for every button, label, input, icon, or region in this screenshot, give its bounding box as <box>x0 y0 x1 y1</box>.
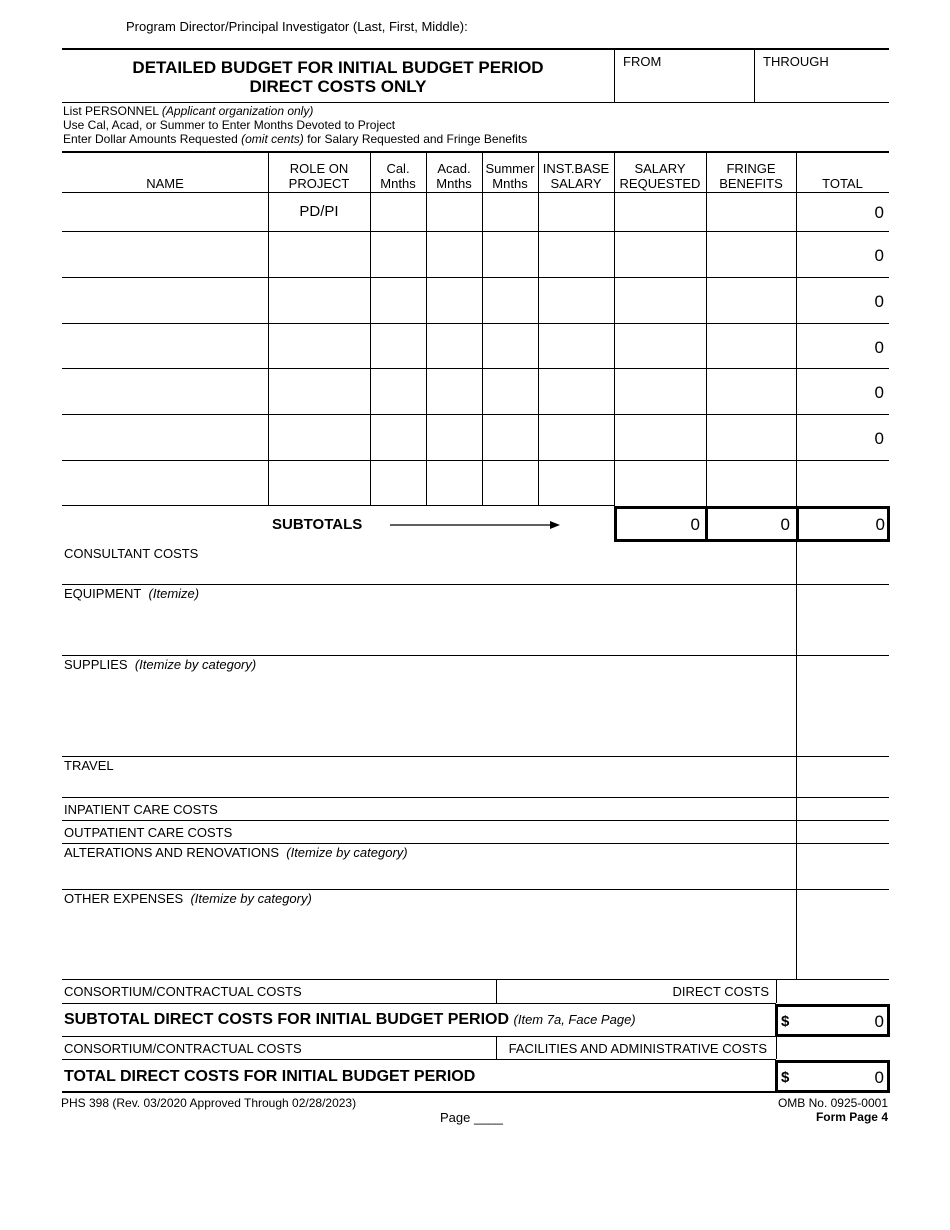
col-total: TOTAL <box>822 176 863 191</box>
col-inst-base: INST.BASE SALARY <box>542 161 610 191</box>
form-page: Form Page 4 <box>815 1110 888 1124</box>
col-fringe: FRINGE BENEFITS <box>719 161 783 191</box>
title-line-2: DIRECT COSTS ONLY <box>249 77 427 96</box>
dollar-sign: $ <box>781 1013 790 1030</box>
role-value: PD/PI <box>299 203 339 220</box>
page-number: Page ____ <box>440 1110 503 1125</box>
row-total: 0 <box>874 203 884 222</box>
inpatient-total-input[interactable] <box>798 799 888 818</box>
consultant-total-input[interactable] <box>798 548 888 578</box>
col-salary: SALARY REQUESTED <box>619 161 701 191</box>
through-date-input[interactable] <box>760 74 886 98</box>
equipment-label: EQUIPMENT (Itemize) <box>64 586 200 601</box>
pi-name-input[interactable] <box>455 16 885 36</box>
personnel-name-input[interactable] <box>64 197 264 225</box>
row-total: 0 <box>874 292 884 311</box>
consortium-label-1: CONSORTIUM/CONTRACTUAL COSTS <box>64 984 302 999</box>
personnel-name-input[interactable] <box>64 377 264 405</box>
supplies-total-input[interactable] <box>798 662 888 692</box>
row-total: 0 <box>874 338 884 357</box>
travel-label: TRAVEL <box>64 758 114 773</box>
form-id: PHS 398 (Rev. 03/2020 Approved Through 02/28/2023) <box>61 1096 357 1110</box>
col-role: ROLE ON PROJECT <box>288 161 350 191</box>
row-total: 0 <box>874 246 884 265</box>
instruction-line-3: Enter Dollar Amounts Requested (omit cents) for Salary Requested and Fringe Benefits <box>63 132 528 146</box>
from-date-input[interactable] <box>620 74 750 98</box>
title-line-1: DETAILED BUDGET FOR INITIAL BUDGET PERIOD <box>132 58 544 77</box>
alterations-total-input[interactable] <box>798 850 888 880</box>
supplies-label: SUPPLIES (Itemize by category) <box>64 657 257 672</box>
consortium-direct-costs-input[interactable] <box>778 982 888 1002</box>
personnel-name-input[interactable] <box>64 469 264 497</box>
col-acad: Acad. Mnths <box>436 161 472 191</box>
subtotal-total: 0 <box>875 515 885 534</box>
pi-label: Program Director/Principal Investigator (Last, First, Middle): <box>126 19 468 34</box>
total-direct-costs-label: TOTAL DIRECT COSTS FOR INITIAL BUDGET PERIOD <box>64 1068 476 1085</box>
outpatient-total-input[interactable] <box>798 822 888 841</box>
personnel-name-input[interactable] <box>64 240 264 268</box>
fa-costs-label: FACILITIES AND ADMINISTRATIVE COSTS <box>508 1041 767 1056</box>
subtotal-direct-costs-label: SUBTOTAL DIRECT COSTS FOR INITIAL BUDGET PERIOD (Item 7a, Face Page) <box>64 1011 636 1028</box>
consortium-label-2: CONSORTIUM/CONTRACTUAL COSTS <box>64 1041 302 1056</box>
subtotals-label: SUBTOTALS <box>272 516 363 533</box>
instruction-line-2: Use Cal, Acad, or Summer to Enter Months Devoted to Project <box>63 118 396 132</box>
outpatient-label: OUTPATIENT CARE COSTS <box>64 825 233 840</box>
equipment-total-input[interactable] <box>798 590 888 620</box>
page-title <box>62 58 614 96</box>
from-label: FROM <box>623 54 662 69</box>
instructions <box>63 104 527 146</box>
omb-number: OMB No. 0925-0001 <box>777 1096 888 1110</box>
col-summer: Summer Mnths <box>485 161 535 191</box>
arrow-right-icon <box>390 519 562 531</box>
instruction-line-1: List PERSONNEL (Applicant organization only) <box>63 104 314 118</box>
personnel-name-input[interactable] <box>64 423 264 451</box>
travel-total-input[interactable] <box>798 762 888 792</box>
row-total: 0 <box>874 429 884 448</box>
direct-costs-label: DIRECT COSTS <box>672 984 769 999</box>
col-cal: Cal. Mnths <box>380 161 416 191</box>
subtotal-fringe: 0 <box>780 515 790 534</box>
other-expenses-total-input[interactable] <box>798 895 888 925</box>
row-total: 0 <box>874 383 884 402</box>
total-direct-costs-value: 0 <box>874 1068 884 1087</box>
subtotal-direct-costs-value: 0 <box>874 1012 884 1031</box>
alterations-label: ALTERATIONS AND RENOVATIONS (Itemize by category) <box>64 845 408 860</box>
dollar-sign: $ <box>781 1069 790 1086</box>
consultant-label: CONSULTANT COSTS <box>64 546 199 561</box>
subtotal-salary: 0 <box>690 515 700 534</box>
inpatient-label: INPATIENT CARE COSTS <box>64 802 218 817</box>
col-name: NAME <box>146 176 184 191</box>
consortium-fa-costs-input[interactable] <box>778 1039 888 1058</box>
through-label: THROUGH <box>763 54 829 69</box>
personnel-name-input[interactable] <box>64 332 264 360</box>
other-expenses-label: OTHER EXPENSES (Itemize by category) <box>64 891 312 906</box>
personnel-name-input[interactable] <box>64 286 264 314</box>
